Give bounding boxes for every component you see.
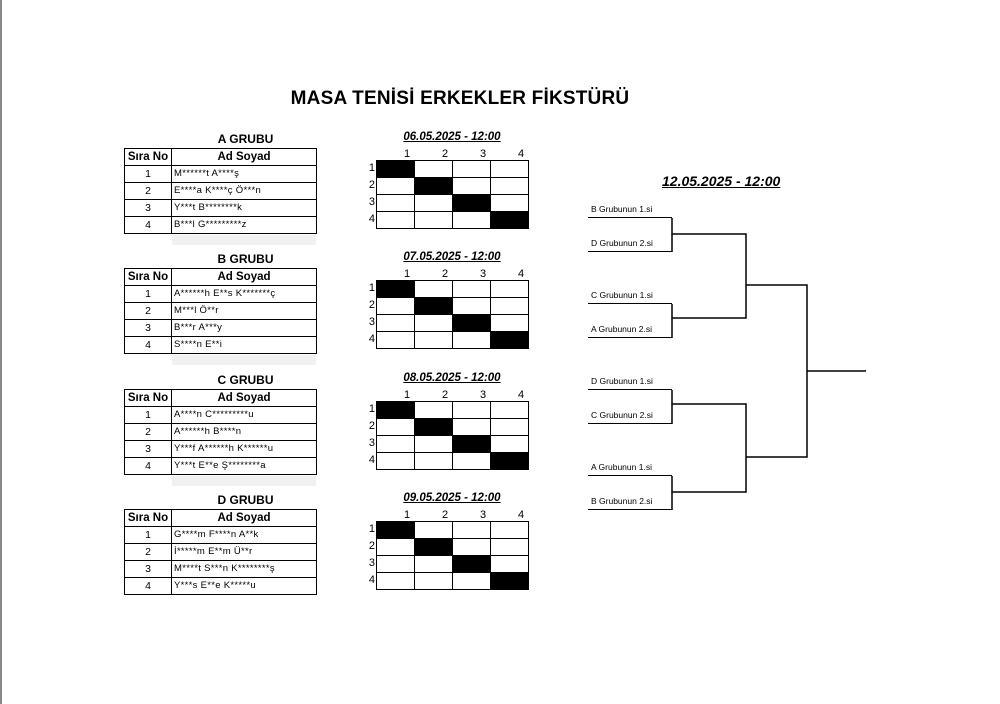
group-name: A GRUBU — [217, 132, 274, 146]
match-date: 09.05.2025 - 12:00 — [403, 492, 501, 504]
bracket-slot-7: A Grubunun 1.si — [588, 458, 672, 476]
matrix-row-label: 2 — [368, 420, 375, 432]
bracket-slot-2: D Grubunun 2.si — [588, 234, 672, 252]
match-date: 06.05.2025 - 12:00 — [403, 131, 501, 143]
matrix-col-label: 3 — [479, 148, 487, 160]
matrix-row-label: 3 — [368, 437, 375, 449]
matrix-row-label: 4 — [368, 454, 375, 466]
player-no: 4 — [125, 337, 172, 354]
header-name: Ad Soyad — [172, 390, 317, 407]
bracket-slot-8: B Grubunun 2.si — [588, 492, 672, 510]
matrix-col-label: 1 — [403, 268, 411, 280]
player-no: 4 — [125, 458, 172, 475]
player-name: S****n E**i — [172, 337, 317, 354]
player-no: 2 — [125, 544, 172, 561]
player-name: M****t S***n K********ş — [172, 561, 317, 578]
bracket-slot-6: C Grubunun 2.si — [588, 406, 672, 424]
player-no: 2 — [125, 183, 172, 200]
player-name: Y***t B********k — [172, 200, 317, 217]
header-no: Sıra No — [125, 269, 172, 286]
matrix-row-label: 2 — [368, 299, 375, 311]
matrix-row-label: 4 — [368, 213, 375, 225]
header-name: Ad Soyad — [172, 510, 317, 527]
matrix-row-label: 1 — [368, 162, 375, 174]
matrix-row-label: 1 — [368, 403, 375, 415]
matrix-row-label: 3 — [368, 196, 375, 208]
header-name: Ad Soyad — [172, 269, 317, 286]
player-no: 4 — [125, 578, 172, 595]
group-name: B GRUBU — [217, 252, 274, 266]
player-no: 3 — [125, 561, 172, 578]
matrix-col-label: 1 — [403, 389, 411, 401]
player-no: 3 — [125, 200, 172, 217]
player-no: 2 — [125, 424, 172, 441]
player-name: Y***s E**e K*****u — [172, 578, 317, 595]
player-name: G****m F****n A**k — [172, 527, 317, 544]
matrix-col-label: 4 — [517, 268, 525, 280]
matrix-row-label: 1 — [368, 282, 375, 294]
matrix-col-label: 1 — [403, 148, 411, 160]
player-name: A******h B****n — [172, 424, 317, 441]
player-name: B***l G*********z — [172, 217, 317, 234]
player-no: 1 — [125, 407, 172, 424]
player-no: 3 — [125, 320, 172, 337]
player-name: A****n C*********u — [172, 407, 317, 424]
player-name: Y***f A******h K******u — [172, 441, 317, 458]
player-no: 2 — [125, 303, 172, 320]
player-no: 3 — [125, 441, 172, 458]
matrix-col-label: 3 — [479, 268, 487, 280]
group-name: D GRUBU — [217, 493, 274, 507]
matrix-col-label: 2 — [441, 268, 449, 280]
player-no: 1 — [125, 166, 172, 183]
bracket-slot-4: A Grubunun 2.si — [588, 320, 672, 338]
matrix-col-label: 3 — [479, 509, 487, 521]
matrix-row-label: 4 — [368, 333, 375, 345]
matrix-col-label: 2 — [441, 389, 449, 401]
player-name: E****a K****ç Ö***n — [172, 183, 317, 200]
player-name: A******h E**s K*******ç — [172, 286, 317, 303]
bracket-slot-5: D Grubunun 1.si — [588, 372, 672, 390]
matrix-row-label: 2 — [368, 540, 375, 552]
matrix-row-label: 3 — [368, 557, 375, 569]
matrix-col-label: 4 — [517, 389, 525, 401]
matrix-row-label: 2 — [368, 179, 375, 191]
player-name: M******t A****ş — [172, 166, 317, 183]
matrix-col-label: 3 — [479, 389, 487, 401]
player-name: İ*****m E**m Ü**r — [172, 544, 317, 561]
bracket-slot-3: C Grubunun 1.si — [588, 286, 672, 304]
match-date: 07.05.2025 - 12:00 — [403, 251, 501, 263]
player-name: B***r A***y — [172, 320, 317, 337]
player-no: 1 — [125, 286, 172, 303]
header-name: Ad Soyad — [172, 149, 317, 166]
matrix-row-label: 1 — [368, 523, 375, 535]
final-date: 12.05.2025 - 12:00 — [662, 173, 781, 189]
player-name: Y***t E**e Ş********a — [172, 458, 317, 475]
matrix-row-label: 4 — [368, 574, 375, 586]
matrix-col-label: 4 — [517, 509, 525, 521]
matrix-col-label: 2 — [441, 509, 449, 521]
match-date: 08.05.2025 - 12:00 — [403, 372, 501, 384]
player-no: 1 — [125, 527, 172, 544]
header-no: Sıra No — [125, 390, 172, 407]
matrix-col-label: 2 — [441, 148, 449, 160]
matrix-col-label: 4 — [517, 148, 525, 160]
header-no: Sıra No — [125, 149, 172, 166]
group-name: C GRUBU — [217, 373, 274, 387]
matrix-col-label: 1 — [403, 509, 411, 521]
page-title: MASA TENİSİ ERKEKLER FİKSTÜRÜ — [290, 88, 630, 109]
header-no: Sıra No — [125, 510, 172, 527]
bracket-slot-1: B Grubunun 1.si — [588, 200, 672, 218]
player-no: 4 — [125, 217, 172, 234]
player-name: M***l Ö**r — [172, 303, 317, 320]
matrix-row-label: 3 — [368, 316, 375, 328]
